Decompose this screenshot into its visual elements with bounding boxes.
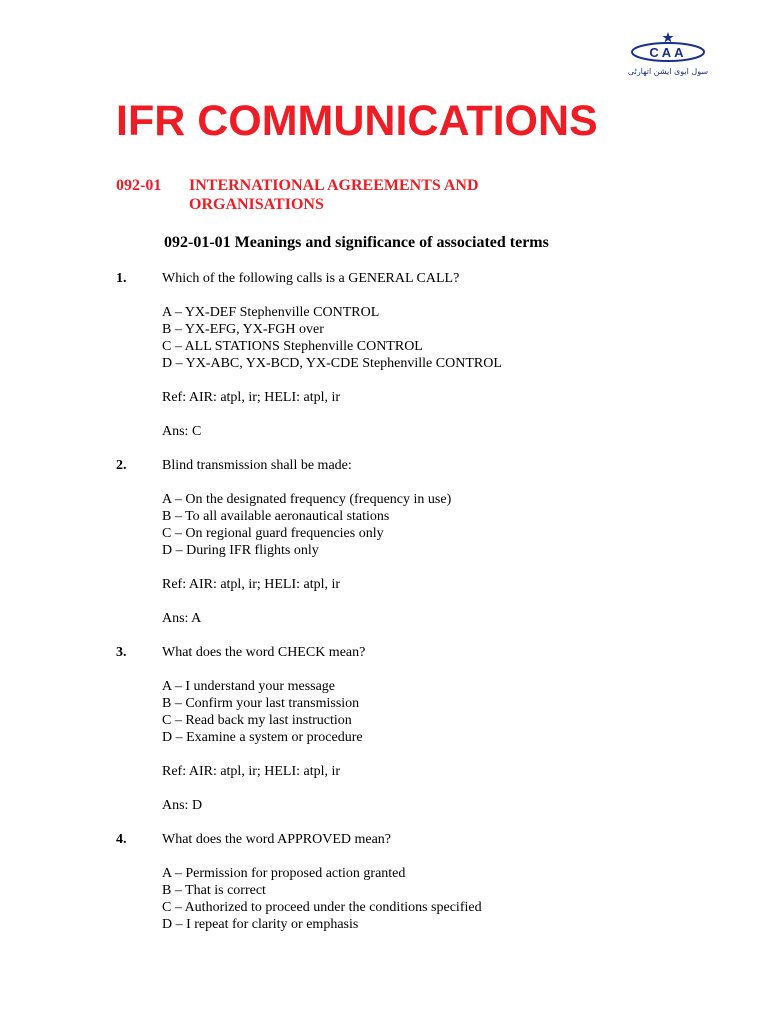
answer-option: B – Confirm your last transmission [162, 696, 360, 711]
answer-option: C – Read back my last instruction [162, 713, 352, 728]
answer-option: B – To all available aeronautical stations [162, 509, 390, 524]
answer-option: C – On regional guard frequencies only [162, 526, 384, 541]
option-list [162, 865, 736, 933]
question-row [116, 831, 736, 848]
answer-option: D – YX-ABC, YX-BCD, YX-CDE Stephenville CONTROL [162, 356, 502, 371]
caa-logo [626, 30, 710, 78]
question-number: 2. [116, 458, 127, 473]
question-row [116, 457, 736, 474]
reference-text: Ref: AIR: atpl, ir; HELI: atpl, ir [162, 390, 341, 405]
answer-option: D – During IFR flights only [162, 543, 319, 558]
question-row [116, 644, 736, 661]
question-text: Blind transmission shall be made: [162, 458, 352, 473]
star-icon [662, 32, 673, 43]
question-item [116, 644, 736, 814]
option-list [162, 304, 736, 372]
logo-text: CAA [649, 45, 687, 60]
answer-option: B – YX-EFG, YX-FGH over [162, 322, 324, 337]
answer-text: Ans: C [162, 424, 202, 439]
answer-option: A – I understand your message [162, 679, 336, 694]
answer-option: A – Permission for proposed action granted [162, 866, 406, 881]
answer-option: B – That is correct [162, 883, 266, 898]
logo-urdu-text: سول ایوی ایشن اتھارٹی [627, 67, 709, 76]
question-item [116, 457, 736, 627]
page-title: IFR COMMUNICATIONS [116, 97, 598, 145]
question-item [116, 831, 736, 933]
answer-option: D – Examine a system or procedure [162, 730, 363, 745]
answer-text: Ans: A [162, 611, 202, 626]
reference-text: Ref: AIR: atpl, ir; HELI: atpl, ir [162, 577, 341, 592]
answer-option: D – I repeat for clarity or emphasis [162, 917, 359, 932]
subsection-heading: 092-01-01 Meanings and significance of associated terms [164, 234, 549, 251]
answer-option: A – On the designated frequency (frequency in use) [162, 492, 452, 507]
option-list [162, 491, 736, 559]
question-row [116, 270, 736, 287]
section-number: 092-01 [116, 177, 162, 194]
option-list [162, 678, 736, 746]
question-text: What does the word CHECK mean? [162, 645, 366, 660]
answer-option: C – ALL STATIONS Stephenville CONTROL [162, 339, 423, 354]
question-number: 4. [116, 832, 127, 847]
question-list [116, 270, 736, 950]
section-title: INTERNATIONAL AGREEMENTS AND ORGANISATIONS [189, 177, 479, 213]
answer-option: A – YX-DEF Stephenville CONTROL [162, 305, 380, 320]
reference-text: Ref: AIR: atpl, ir; HELI: atpl, ir [162, 764, 341, 779]
question-item [116, 270, 736, 440]
answer-text: Ans: D [162, 798, 203, 813]
question-text: Which of the following calls is a GENERAL CALL? [162, 271, 460, 286]
answer-option: C – Authorized to proceed under the conditions specified [162, 900, 482, 915]
question-number: 3. [116, 645, 127, 660]
question-text: What does the word APPROVED mean? [162, 832, 392, 847]
question-number: 1. [116, 271, 127, 286]
